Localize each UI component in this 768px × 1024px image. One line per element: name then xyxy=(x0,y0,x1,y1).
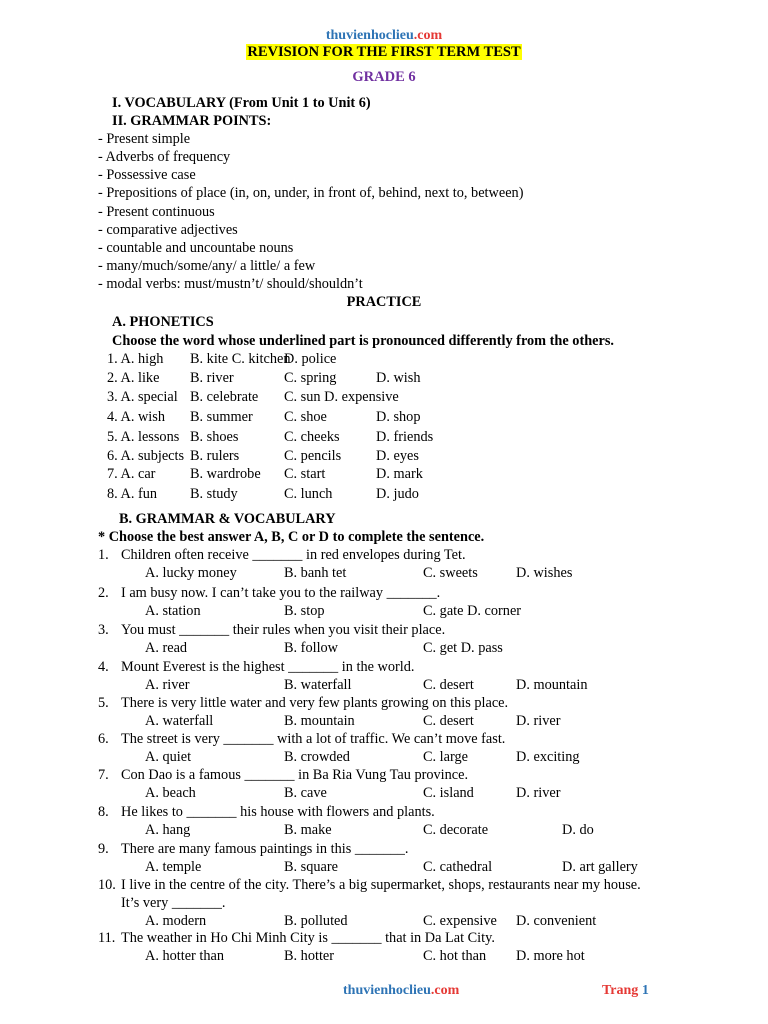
answer-option[interactable]: A. hotter than xyxy=(145,948,225,964)
footer-site-name: thuvienhoclieu xyxy=(343,983,431,998)
grammar-point: - Present continuous xyxy=(98,204,215,220)
page-number-label xyxy=(602,982,649,1000)
question-text: There is very little water and very few plants growing on this place. xyxy=(121,695,509,711)
phonetics-option: D. police xyxy=(284,351,337,367)
grammar-point: - Prepositions of place (in, on, under, in front of, behind, next to, between) xyxy=(98,185,524,201)
grammar-point: - countable and uncountabe nouns xyxy=(98,240,294,256)
answer-option[interactable]: B. square xyxy=(284,859,338,875)
phonetics-option: 7. A. car xyxy=(107,466,156,482)
answer-option[interactable]: D. do xyxy=(562,822,594,838)
grade-wrap xyxy=(0,68,768,86)
answer-option[interactable]: C. sweets xyxy=(423,565,478,581)
answer-option[interactable]: D. wishes xyxy=(516,565,573,581)
question-text: The weather in Ho Chi Minh City is _______ that in Da Lat City. xyxy=(121,930,495,946)
answer-option[interactable]: C. hot than xyxy=(423,948,487,964)
phonetics-option: C. pencils xyxy=(284,448,342,464)
answer-option[interactable]: C. decorate xyxy=(423,822,489,838)
phonetics-option: C. sun D. expensive xyxy=(284,389,399,405)
answer-option[interactable]: A. waterfall xyxy=(145,713,214,729)
phonetics-option: D. friends xyxy=(376,429,434,445)
answer-option[interactable]: D. mountain xyxy=(516,677,588,693)
answer-option[interactable]: B. polluted xyxy=(284,913,348,929)
question-number: 6. xyxy=(98,731,109,747)
phonetics-option: D. shop xyxy=(376,409,421,425)
phonetics-option: B. celebrate xyxy=(190,389,259,405)
phonetics-option: B. study xyxy=(190,486,238,502)
question-number: 2. xyxy=(98,585,109,601)
phonetics-option: 3. A. special xyxy=(107,389,178,405)
phonetics-option: B. rulers xyxy=(190,448,240,464)
doc-title-wrap xyxy=(0,43,768,61)
question-text: The street is very _______ with a lot of traffic. We can’t move fast. xyxy=(121,731,506,747)
answer-option[interactable]: B. follow xyxy=(284,640,339,656)
phonetics-heading: A. PHONETICS xyxy=(112,314,214,330)
phonetics-option: 4. A. wish xyxy=(107,409,165,425)
phonetics-option: D. mark xyxy=(376,466,423,482)
answer-option[interactable]: A. station xyxy=(145,603,201,619)
phonetics-option: D. judo xyxy=(376,486,419,502)
answer-option[interactable]: C. desert xyxy=(423,677,474,693)
phonetics-option: C. lunch xyxy=(284,486,333,502)
page-number: 1 xyxy=(641,983,649,998)
phonetics-option: B. kite C. kitchen xyxy=(190,351,291,367)
answer-option[interactable]: A. quiet xyxy=(145,749,192,765)
phonetics-option: B. wardrobe xyxy=(190,466,261,482)
question-number: 1. xyxy=(98,547,109,563)
answer-option[interactable]: B. cave xyxy=(284,785,327,801)
phonetics-option: D. eyes xyxy=(376,448,419,464)
question-number: 5. xyxy=(98,695,109,711)
question-number: 3. xyxy=(98,622,109,638)
question-text: There are many famous paintings in this _______. xyxy=(121,841,409,857)
question-number: 10. xyxy=(98,877,116,893)
grammar-point: - Adverbs of frequency xyxy=(98,149,231,165)
answer-option[interactable]: A. hang xyxy=(145,822,191,838)
answer-option[interactable]: D. convenient xyxy=(516,913,597,929)
answer-option[interactable]: B. stop xyxy=(284,603,325,619)
grammar-vocab-instruction: * Choose the best answer A, B, C or D to complete the sentence. xyxy=(98,529,485,545)
phonetics-option: D. wish xyxy=(376,370,421,386)
answer-option[interactable]: A. temple xyxy=(145,859,202,875)
question-text: He likes to _______ his house with flowers and plants. xyxy=(121,804,435,820)
footer-site-tld: .com xyxy=(430,983,460,998)
question-text: Children often receive _______ in red envelopes during Tet. xyxy=(121,547,466,563)
answer-option[interactable]: B. mountain xyxy=(284,713,355,729)
answer-option[interactable]: B. crowded xyxy=(284,749,350,765)
footer-site-link[interactable] xyxy=(343,982,459,1000)
question-text: I am busy now. I can’t take you to the railway _______. xyxy=(121,585,441,601)
grammar-point: - Present simple xyxy=(98,131,191,147)
answer-option[interactable]: C. expensive xyxy=(423,913,497,929)
answer-option[interactable]: C. get D. pass xyxy=(423,640,503,656)
phonetics-option: C. spring xyxy=(284,370,337,386)
phonetics-option: C. start xyxy=(284,466,326,482)
question-number: 8. xyxy=(98,804,109,820)
phonetics-option: B. summer xyxy=(190,409,253,425)
answer-option[interactable]: A. lucky money xyxy=(145,565,237,581)
answer-option[interactable]: C. desert xyxy=(423,713,474,729)
page-label: Trang xyxy=(602,983,639,998)
practice-heading: PRACTICE xyxy=(346,294,422,310)
question-text: Con Dao is a famous _______ in Ba Ria Vung Tau province. xyxy=(121,767,469,783)
answer-option[interactable]: C. cathedral xyxy=(423,859,493,875)
question-text-continued: It’s very _______. xyxy=(121,895,226,911)
grammar-point: - many/much/some/any/ a little/ a few xyxy=(98,258,316,274)
answer-option[interactable]: B. make xyxy=(284,822,332,838)
phonetics-option: C. shoe xyxy=(284,409,327,425)
question-number: 9. xyxy=(98,841,109,857)
phonetics-option: 1. A. high xyxy=(107,351,164,367)
answer-option[interactable]: B. waterfall xyxy=(284,677,352,693)
question-number: 11. xyxy=(98,930,116,946)
question-number: 7. xyxy=(98,767,109,783)
phonetics-option: B. river xyxy=(190,370,234,386)
vocabulary-heading: I. VOCABULARY (From Unit 1 to Unit 6) xyxy=(112,95,371,111)
site-tld: .com xyxy=(413,28,443,43)
answer-option[interactable]: D. river xyxy=(516,785,561,801)
answer-option[interactable]: C. island xyxy=(423,785,474,801)
phonetics-option: C. cheeks xyxy=(284,429,340,445)
answer-option[interactable]: B. hotter xyxy=(284,948,335,964)
answer-option[interactable]: A. river xyxy=(145,677,190,693)
question-text: Mount Everest is the highest _______ in the world. xyxy=(121,659,415,675)
answer-option[interactable]: C. gate D. corner xyxy=(423,603,522,619)
answer-option[interactable]: A. modern xyxy=(145,913,207,929)
answer-option[interactable]: D. more hot xyxy=(516,948,585,964)
grammar-points-heading: II. GRAMMAR POINTS: xyxy=(112,113,272,129)
phonetics-option: 8. A. fun xyxy=(107,486,158,502)
grammar-point: - Possessive case xyxy=(98,167,196,183)
phonetics-option: 2. A. like xyxy=(107,370,160,386)
answer-option[interactable]: D. river xyxy=(516,713,561,729)
answer-option[interactable]: B. banh tet xyxy=(284,565,347,581)
question-number: 4. xyxy=(98,659,109,675)
answer-option[interactable]: D. exciting xyxy=(516,749,580,765)
grammar-point: - modal verbs: must/mustn’t/ should/shouldn’t xyxy=(98,276,363,292)
answer-option[interactable]: A. read xyxy=(145,640,188,656)
grade-label: GRADE 6 xyxy=(352,69,416,85)
answer-option[interactable]: C. large xyxy=(423,749,468,765)
question-text: You must _______ their rules when you visit their place. xyxy=(121,622,446,638)
site-name: thuvienhoclieu xyxy=(325,28,414,43)
grammar-point: - comparative adjectives xyxy=(98,222,238,238)
phonetics-instruction: Choose the word whose underlined part is pronounced differently from the others. xyxy=(112,333,614,349)
answer-option[interactable]: D. art gallery xyxy=(562,859,638,875)
doc-title: REVISION FOR THE FIRST TERM TEST xyxy=(247,44,521,60)
answer-option[interactable]: A. beach xyxy=(145,785,196,801)
question-text: I live in the centre of the city. There’s a big supermarket, shops, restaurants near my house. xyxy=(121,877,641,893)
grammar-vocab-heading: B. GRAMMAR & VOCABULARY xyxy=(119,511,336,527)
phonetics-option: B. shoes xyxy=(190,429,239,445)
phonetics-option: 6. A. subjects xyxy=(107,448,185,464)
phonetics-option: 5. A. lessons xyxy=(107,429,180,445)
